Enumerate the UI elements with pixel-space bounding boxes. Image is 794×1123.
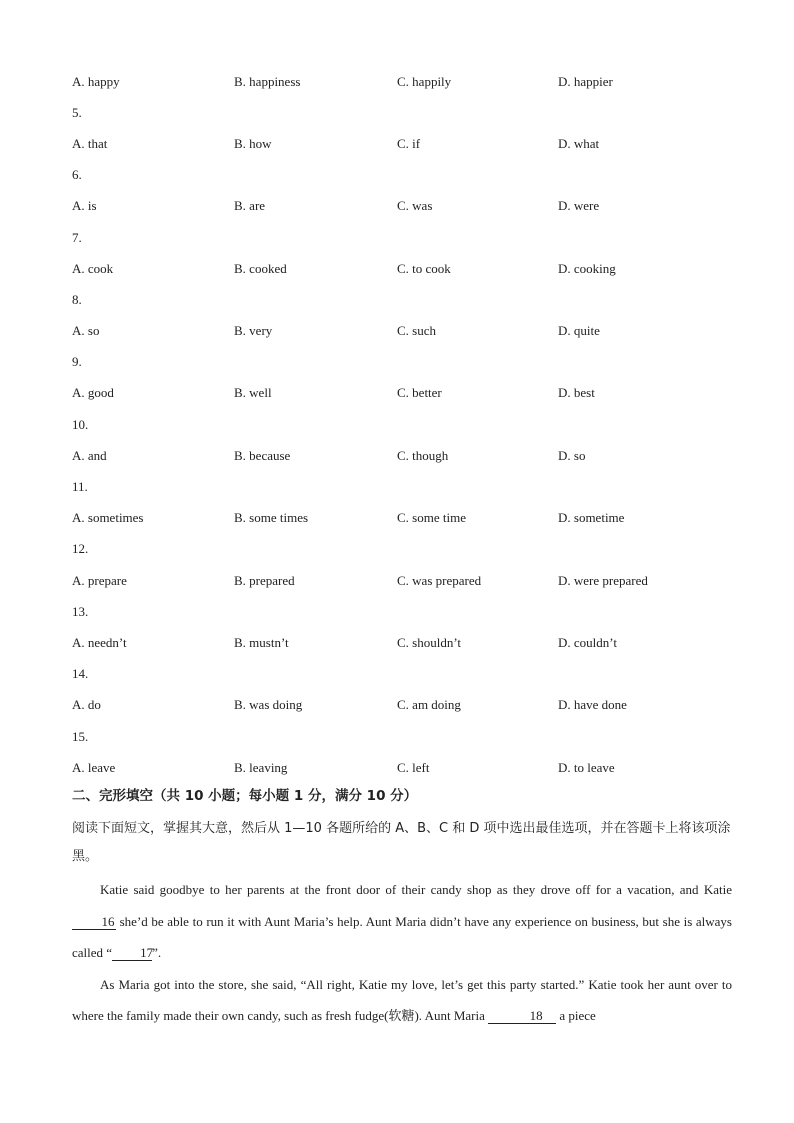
option-a: A. happy — [72, 73, 120, 89]
blank-16: 16 — [72, 915, 116, 930]
option-b: B. leaving — [234, 759, 288, 775]
option-b: B. well — [234, 385, 272, 401]
option-a: A. do — [72, 697, 101, 713]
option-row — [72, 66, 732, 97]
question-number: 8. — [72, 291, 82, 307]
question-number: 10. — [72, 416, 89, 432]
option-d: D. quite — [558, 323, 600, 339]
options-list — [72, 66, 732, 783]
option-a: A. so — [72, 323, 100, 339]
question-number: 14. — [72, 666, 89, 682]
option-row — [72, 128, 732, 159]
option-c: C. better — [397, 385, 442, 401]
option-c: C. left — [397, 759, 430, 775]
option-row — [72, 690, 732, 721]
question-number: 12. — [72, 541, 89, 557]
option-d: D. happier — [558, 73, 613, 89]
passage-text: ”. — [152, 945, 162, 960]
option-a: A. sometimes — [72, 510, 144, 526]
question-number: 15. — [72, 728, 89, 744]
option-d: D. were prepared — [558, 572, 648, 588]
option-b: B. because — [234, 447, 291, 463]
option-b: B. cooked — [234, 260, 287, 276]
option-a: A. that — [72, 135, 108, 151]
option-b: B. some times — [234, 510, 309, 526]
option-d: D. couldn’t — [558, 634, 617, 650]
passage-text: As Maria got into the store, she said, “All right, Katie my love, let’s get this party started.” Katie took her aunt over to where the family made their own candy, such as fresh fudge(软糖). Aunt Maria — [72, 976, 732, 1023]
option-row — [72, 440, 732, 471]
option-row — [72, 253, 732, 284]
option-row — [72, 627, 732, 658]
blank-17: 17 — [112, 946, 152, 961]
section-instruction: 阅读下面短文，掌握其大意，然后从 1—10 各题所给的 A、B、C 和 D 项中选出最佳选项，并在答题卡上将该项涂黑。 — [72, 821, 731, 864]
option-b: B. very — [234, 323, 273, 339]
option-a: A. prepare — [72, 572, 127, 588]
option-row — [72, 316, 732, 347]
question-number: 7. — [72, 229, 82, 245]
option-c: C. happily — [397, 73, 452, 89]
passage-text: a piece — [556, 1008, 596, 1023]
option-d: D. were — [558, 198, 600, 214]
section-title: 二、完形填空（共 10 小题；每小题 1 分，满分 10 分） — [72, 788, 418, 804]
option-row — [72, 191, 732, 222]
question-number: 13. — [72, 603, 89, 619]
passage-paragraph-2 — [72, 969, 732, 1032]
option-d: D. so — [558, 447, 586, 463]
option-a: A. cook — [72, 260, 114, 276]
option-d: D. sometime — [558, 510, 625, 526]
option-a: A. leave — [72, 759, 116, 775]
blank-18: 18 — [488, 1009, 556, 1024]
option-d: D. to leave — [558, 759, 615, 775]
question-number: 9. — [72, 354, 82, 370]
option-b: B. prepared — [234, 572, 295, 588]
option-c: C. was prepared — [397, 572, 482, 588]
option-row — [72, 378, 732, 409]
option-a: A. good — [72, 385, 114, 401]
option-a: A. needn’t — [72, 634, 127, 650]
option-c: C. am doing — [397, 697, 461, 713]
option-b: B. mustn’t — [234, 634, 289, 650]
option-row — [72, 752, 732, 783]
option-c: C. if — [397, 135, 421, 151]
passage-paragraph-1 — [72, 874, 732, 969]
option-a: A. and — [72, 447, 107, 463]
option-b: B. are — [234, 198, 266, 214]
passage-text: she’d be able to run it with Aunt Maria’s help. Aunt Maria didn’t have any experience on business, but she is always called “ — [72, 913, 732, 960]
passage-text: Katie said goodbye to her parents at the front door of their candy shop as they drove off for a vacation, and Katie — [100, 882, 732, 897]
option-d: D. best — [558, 385, 595, 401]
option-d: D. have done — [558, 697, 627, 713]
question-number: 5. — [72, 104, 82, 120]
option-row — [72, 503, 732, 534]
option-d: D. what — [558, 135, 600, 151]
option-c: C. such — [397, 323, 436, 339]
option-c: C. was — [397, 198, 433, 214]
option-c: C. to cook — [397, 260, 451, 276]
option-c: C. some time — [397, 510, 466, 526]
cloze-passage — [72, 874, 732, 1032]
question-number: 11. — [72, 479, 88, 495]
option-b: B. happiness — [234, 73, 301, 89]
option-b: B. how — [234, 135, 272, 151]
option-d: D. cooking — [558, 260, 616, 276]
question-number: 6. — [72, 167, 82, 183]
option-a: A. is — [72, 198, 97, 214]
option-row — [72, 565, 732, 596]
option-b: B. was doing — [234, 697, 303, 713]
option-c: C. though — [397, 447, 449, 463]
option-c: C. shouldn’t — [397, 634, 462, 650]
